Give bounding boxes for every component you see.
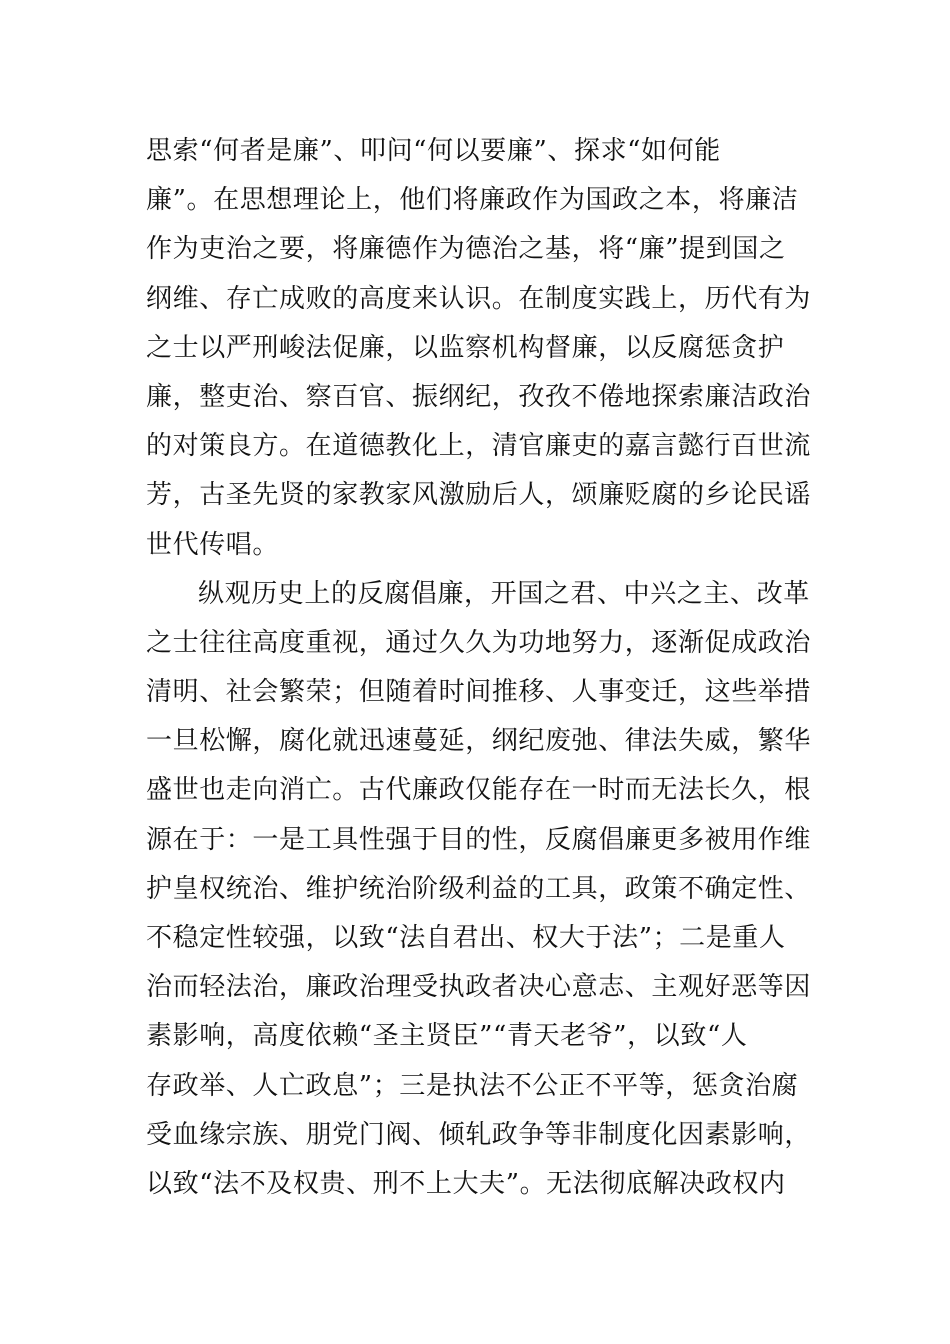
text-line: 不稳定性较强，以致“法自君出、权大于法”；二是重人 xyxy=(146,923,786,953)
text-line: 思索“何者是廉”、叩问“何以要廉”、探求“如何能 xyxy=(146,136,721,166)
text-line: 清明、社会繁荣；但随着时间推移、人事变迁，这些举措 xyxy=(146,677,812,708)
text-line: 素影响，高度依赖“圣主贤臣”“青天老爷”，以致“人 xyxy=(146,1021,748,1052)
text-line: 一旦松懈，腐化就迅速蔓延，纲纪废弛、律法失威，繁华 xyxy=(146,726,812,757)
text-line: 之士往往高度重视，通过久久为功地努力，逐渐促成政治 xyxy=(146,627,812,658)
text-line: 护皇权统治、维护统治阶级利益的工具，政策不确定性、 xyxy=(146,873,812,904)
body-text xyxy=(146,127,812,1209)
text-line: 受血缘宗族、朋党门阀、倾轧政争等非制度化因素影响， xyxy=(146,1119,812,1150)
text-line: 纲维、存亡成败的高度来认识。在制度实践上，历代有为 xyxy=(146,283,812,314)
text-line: 源在于：一是工具性强于目的性，反腐倡廉更多被用作维 xyxy=(146,824,812,855)
text-line: 盛世也走向消亡。古代廉政仅能存在一时而无法长久，根 xyxy=(146,775,812,806)
text-line: 世代传唱。 xyxy=(146,529,280,560)
text-line: 芳，古圣先贤的家教家风激励后人，颂廉贬腐的乡论民谣 xyxy=(146,480,812,511)
text-line: 以致“法不及权贵、刑不上大夫”。无法彻底解决政权内 xyxy=(146,1168,786,1199)
text-line: 的对策良方。在道德教化上，清官廉吏的嘉言懿行百世流 xyxy=(146,431,812,462)
text-line: 作为吏治之要，将廉德作为德治之基，将“廉”提到国之 xyxy=(146,234,786,265)
text-line: 廉，整吏治、察百官、振纲纪，孜孜不倦地探索廉洁政治 xyxy=(146,381,812,412)
text-line: 治而轻法治，廉政治理受执政者决心意志、主观好恶等因 xyxy=(146,972,812,1003)
text-line: 存政举、人亡政息”；三是执法不公正不平等，惩贪治腐 xyxy=(146,1070,799,1101)
text-line: 之士以严刑峻法促廉，以监察机构督廉，以反腐惩贪护 xyxy=(146,332,785,363)
text-line: 廉”。在思想理论上，他们将廉政作为国政之本，将廉洁 xyxy=(146,185,799,216)
paragraph-first-line: 纵观历史上的反腐倡廉，开国之君、中兴之主、改革 xyxy=(198,578,810,609)
